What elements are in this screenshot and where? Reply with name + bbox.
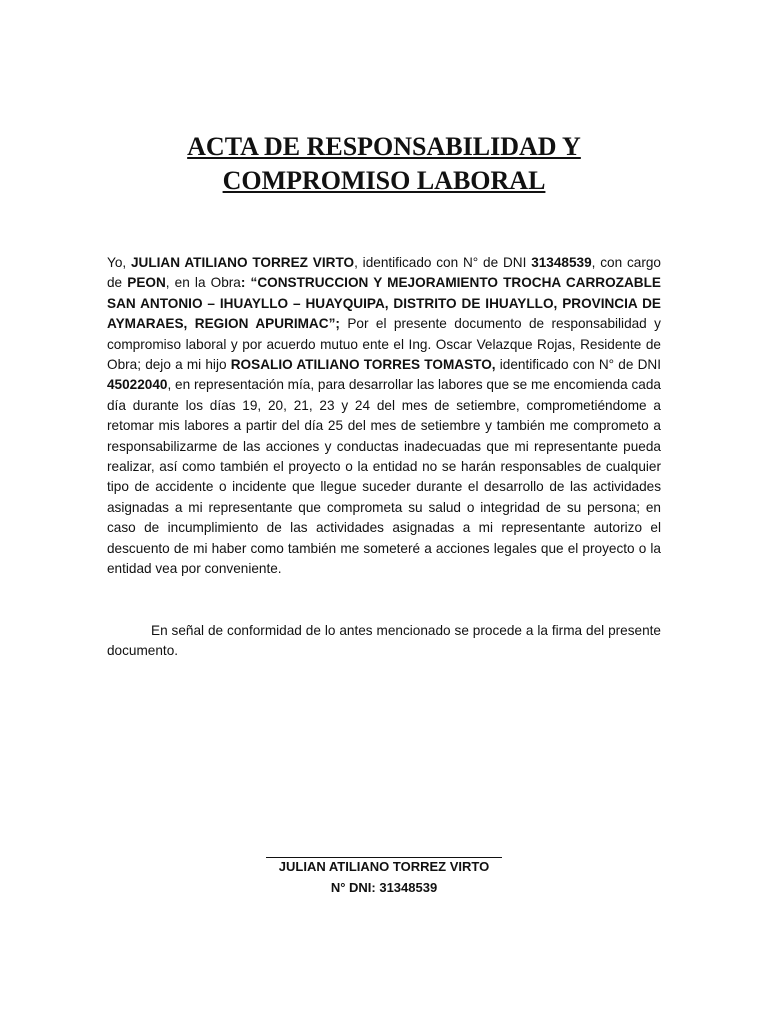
representative-name: ROSALIO ATILIANO TORRES TOMASTO, xyxy=(230,357,496,373)
closing-paragraph: En señal de conformidad de lo antes mencionado se procede a la firma del presente documento. xyxy=(107,623,661,659)
body-text: , en representación mía, para desarrollar las labores que se me encomienda cada día durante los días 19, 20, 21, 23 y 24 del mes de setiembre, comprometiéndome a retomar mis labores a partir del día 25 del mes de setiembre y también me comprometo a responsabilizarme de las acciones y conductas inadecuadas que mi representante pueda realizar, así como también el proyecto o la entidad no se harán responsables de cualquier tipo de accidente o incidente que llegue suceder durante el desarrollo de las actividades asignadas a mi representante que comprometa su salud o integridad de su persona; en caso de incumplimiento de las actividades asignadas a mi representante autorizo el descuento de mi haber como también me someteré a acciones legales que el proyecto o la entidad vea por conveniente. xyxy=(107,377,661,577)
body-text: identificado con N° de DNI xyxy=(495,357,661,373)
body-text: , en la Obra xyxy=(165,275,241,291)
title-line-2: COMPROMISO LABORAL xyxy=(222,166,546,195)
body-paragraph xyxy=(107,253,661,580)
signature-dni: N° DNI: 31348539 xyxy=(330,880,438,895)
body-text: Por el presente documento de responsabilidad y compromiso laboral y por acuerdo mutuo ente el Ing. Oscar Velazque Rojas, Residente de Obra; dejo a mi hijo xyxy=(107,316,661,373)
declarant-name: JULIAN ATILIANO TORREZ VIRTO xyxy=(130,255,355,270)
body-text: , identificado con N° de DNI xyxy=(354,255,532,270)
signature-name: JULIAN ATILIANO TORREZ VIRTO xyxy=(278,859,490,874)
title-line-1: ACTA DE RESPONSABILIDAD Y xyxy=(187,132,581,161)
body-text: Yo, xyxy=(107,255,131,270)
declarant-dni: 31348539 xyxy=(531,255,592,270)
body-text: , con cargo de xyxy=(107,255,661,291)
document-title xyxy=(0,130,768,198)
project-name: : “CONSTRUCCION Y MEJORAMIENTO TROCHA CARROZABLE SAN ANTONIO – IHUAYLLO – HUAYQUIPA, DISTRITO DE IHUAYLLO, PROVINCIA DE AYMARAES, REGION APURIMAC”; xyxy=(107,275,661,332)
job-position: PEON xyxy=(127,275,166,291)
representative-dni: 45022040 xyxy=(107,377,168,393)
